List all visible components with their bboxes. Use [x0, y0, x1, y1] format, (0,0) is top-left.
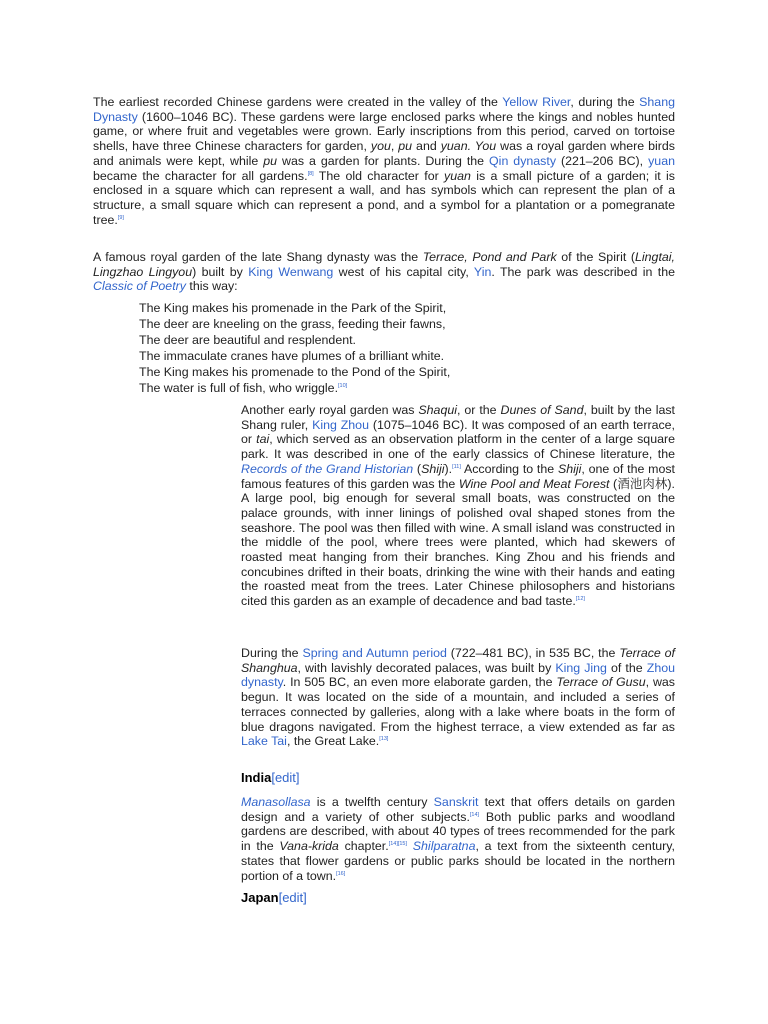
text: The old character for [313, 168, 445, 183]
italic-term: Wine Pool and Meat Forest [458, 476, 610, 491]
text: According to the [460, 461, 558, 476]
text: chapter. [338, 839, 389, 854]
text: , or the [457, 403, 501, 417]
text: of the [606, 660, 647, 675]
text: was a garden for plants. During the [277, 153, 490, 168]
reference-14[interactable]: [14] [469, 811, 480, 818]
italic-term: pu [263, 153, 278, 168]
text: , a text from the sixteenth century, states that flower gardens or public parks should be located in the northern portion of a town. [241, 839, 675, 883]
link-zhou-dynasty[interactable]: Zhou dynasty [241, 660, 675, 690]
italic-term: pu [398, 139, 413, 154]
poem-quote [139, 300, 559, 396]
paragraph-shaqui [241, 403, 675, 609]
text: and [412, 139, 441, 154]
poem-line: The deer are kneeling on the grass, feeding their fawns, [139, 317, 446, 331]
italic-term: Shiji [557, 461, 582, 476]
text: ( [413, 461, 422, 476]
reference-8[interactable]: [8] [307, 170, 314, 177]
text: , the Great Lake. [286, 734, 380, 749]
text: , [390, 139, 399, 154]
italic-term: Terrace of Gusu [556, 675, 646, 690]
link-shang-dynasty[interactable]: Shang Dynasty [93, 95, 675, 124]
reference-9[interactable]: [9] [117, 214, 124, 221]
reference-10[interactable]: [10] [338, 382, 348, 389]
text: , during the [570, 95, 640, 109]
text: A famous royal garden of the late Shang dynasty was the [93, 250, 423, 264]
link-king-wenwang[interactable]: King Wenwang [248, 264, 334, 279]
italic-term: yuan [444, 168, 471, 183]
section-heading-japan [241, 891, 307, 906]
text: ) built by [192, 264, 249, 279]
text: this way: [185, 279, 238, 294]
link-king-jing[interactable]: King Jing [555, 660, 607, 675]
text: was a royal garden where birds and animals were kept, while [93, 139, 675, 168]
link-classic-of-poetry[interactable]: Classic of Poetry [93, 279, 186, 294]
italic-term: Shaqui [418, 403, 457, 417]
edit-link-india[interactable]: [edit] [271, 770, 300, 785]
heading-text: Japan [241, 890, 279, 905]
text: , with lavishly decorated palaces, was built by [297, 660, 556, 675]
link-manasollasa[interactable]: Manasollasa [241, 795, 311, 809]
link-sanskrit[interactable]: Sanskrit [433, 795, 479, 809]
link-lake-tai[interactable]: Lake Tai [241, 734, 287, 749]
heading-text: India [241, 770, 272, 785]
text: . The park was described in the [491, 264, 675, 279]
italic-term: tai [256, 432, 270, 447]
text: During the [241, 646, 303, 660]
text: ). [444, 461, 453, 476]
reference-13[interactable]: [13] [379, 736, 389, 743]
poem-line: The King makes his promenade in the Park of the Spirit, [139, 301, 447, 315]
italic-term: Vana-krida [279, 839, 339, 854]
text: (1600–1046 BC). These gardens were large enclosed parks where the kings and nobles hunted game, or where fruit and vegetables were grown. Early inscriptions from this period, carved on tortoise shells, have three Chinese characters for garden, [93, 109, 675, 154]
reference-12[interactable]: [12] [575, 596, 585, 603]
text: is a twelfth century [310, 795, 434, 809]
link-king-zhou[interactable]: King Zhou [312, 417, 369, 432]
text: text that offers details on garden design and a variety of other subjects. [241, 795, 675, 824]
text: Another early royal garden was [241, 403, 419, 417]
text: , was begun. It was located on the side of a mountain, and included a series of terraces connected by galleries, along with a lake where boats in the form of blue dragons navigated. From the highest terrace, a view extended as far as [241, 675, 676, 734]
text: , one of the most famous features of this garden was the [241, 461, 676, 491]
italic-term: Shiji [421, 461, 445, 476]
text: west of his capital city, [333, 264, 474, 279]
paragraph-origins [93, 95, 675, 227]
poem-line: The King makes his promenade to the Pond of the Spirit, [139, 365, 451, 379]
text: became the character for all gardens. [93, 168, 308, 183]
paragraph-india [241, 795, 675, 883]
italic-term: yuan. You [440, 139, 497, 154]
italic-term: Terrace of Shanghua [241, 646, 676, 675]
poem-line [139, 380, 559, 396]
text: (酒池肉林). A large pool, big enough for several small boats, was constructed on the palace grounds, with inner linings of polished oval shaped stones from the seashore. The pool was then filled with wine. A small island was constructed in the middle of the pool, where trees were planted, which had skewers of roasted meat hanging from their branches. King Zhou and his friends and concubines drifted in their boats, drinking the wine with their hands and eating the roasted meat from the trees. Later Chinese philosophers and historians cited this garden as an example of decadence and bad taste. [241, 476, 675, 609]
link-yin[interactable]: Yin [473, 264, 492, 279]
link-yellow-river[interactable]: Yellow River [502, 95, 571, 109]
link-yuan[interactable]: yuan [648, 153, 675, 168]
text: (722–481 BC), in 535 BC, the [446, 646, 620, 660]
reference-11[interactable]: [11] [452, 463, 461, 470]
text: , which served as an observation platform in the center of a large square park. It was described in one of the early classics of Chinese literature, the [241, 432, 675, 462]
paragraph-royal-garden [93, 250, 675, 294]
link-qin-dynasty[interactable]: Qin dynasty [489, 153, 557, 168]
link-records-grand-historian[interactable]: Records of the Grand Historian [241, 461, 414, 476]
italic-term: you [370, 139, 391, 154]
italic-term: Dunes of Sand [500, 403, 584, 417]
link-spring-autumn-period[interactable]: Spring and Autumn period [302, 646, 447, 660]
text: The water is full of fish, who wriggle. [139, 381, 339, 395]
text: . In 505 BC, an even more elaborate garden, the [282, 675, 557, 690]
text: The earliest recorded Chinese gardens were created in the valley of the [93, 95, 503, 109]
link-shilparatna[interactable]: Shilparatna [412, 839, 476, 854]
reference-16[interactable]: [16] [336, 870, 346, 877]
text: , built by the last Shang ruler, [241, 403, 675, 432]
poem-line: The deer are beautiful and resplendent. [139, 333, 356, 347]
reference-14-15[interactable]: [14][15] [388, 840, 408, 847]
italic-term: Terrace, Pond and Park [422, 250, 557, 264]
text: (221–206 BC), [556, 153, 649, 168]
paragraph-spring-autumn [241, 646, 675, 749]
edit-link-japan[interactable]: [edit] [278, 890, 307, 905]
text: (1075–1046 BC). It was composed of an earth terrace, or [241, 417, 675, 447]
text: Both public parks and woodland gardens are described, with about 40 types of trees recommended for the park in the [241, 809, 675, 854]
text: is a small picture of a garden; it is enclosed in a square which can represent a wall, and has symbols which can represent the plan of a structure, a small square which can represent a pond, and a symbol for a plantation or a pomegranate tree. [93, 168, 675, 227]
italic-term: Lingtai, Lingzhao Lingyou [93, 250, 675, 279]
poem-line: The immaculate cranes have plumes of a brilliant white. [139, 349, 445, 363]
section-heading-india [241, 771, 300, 786]
text: of the Spirit ( [556, 250, 636, 264]
